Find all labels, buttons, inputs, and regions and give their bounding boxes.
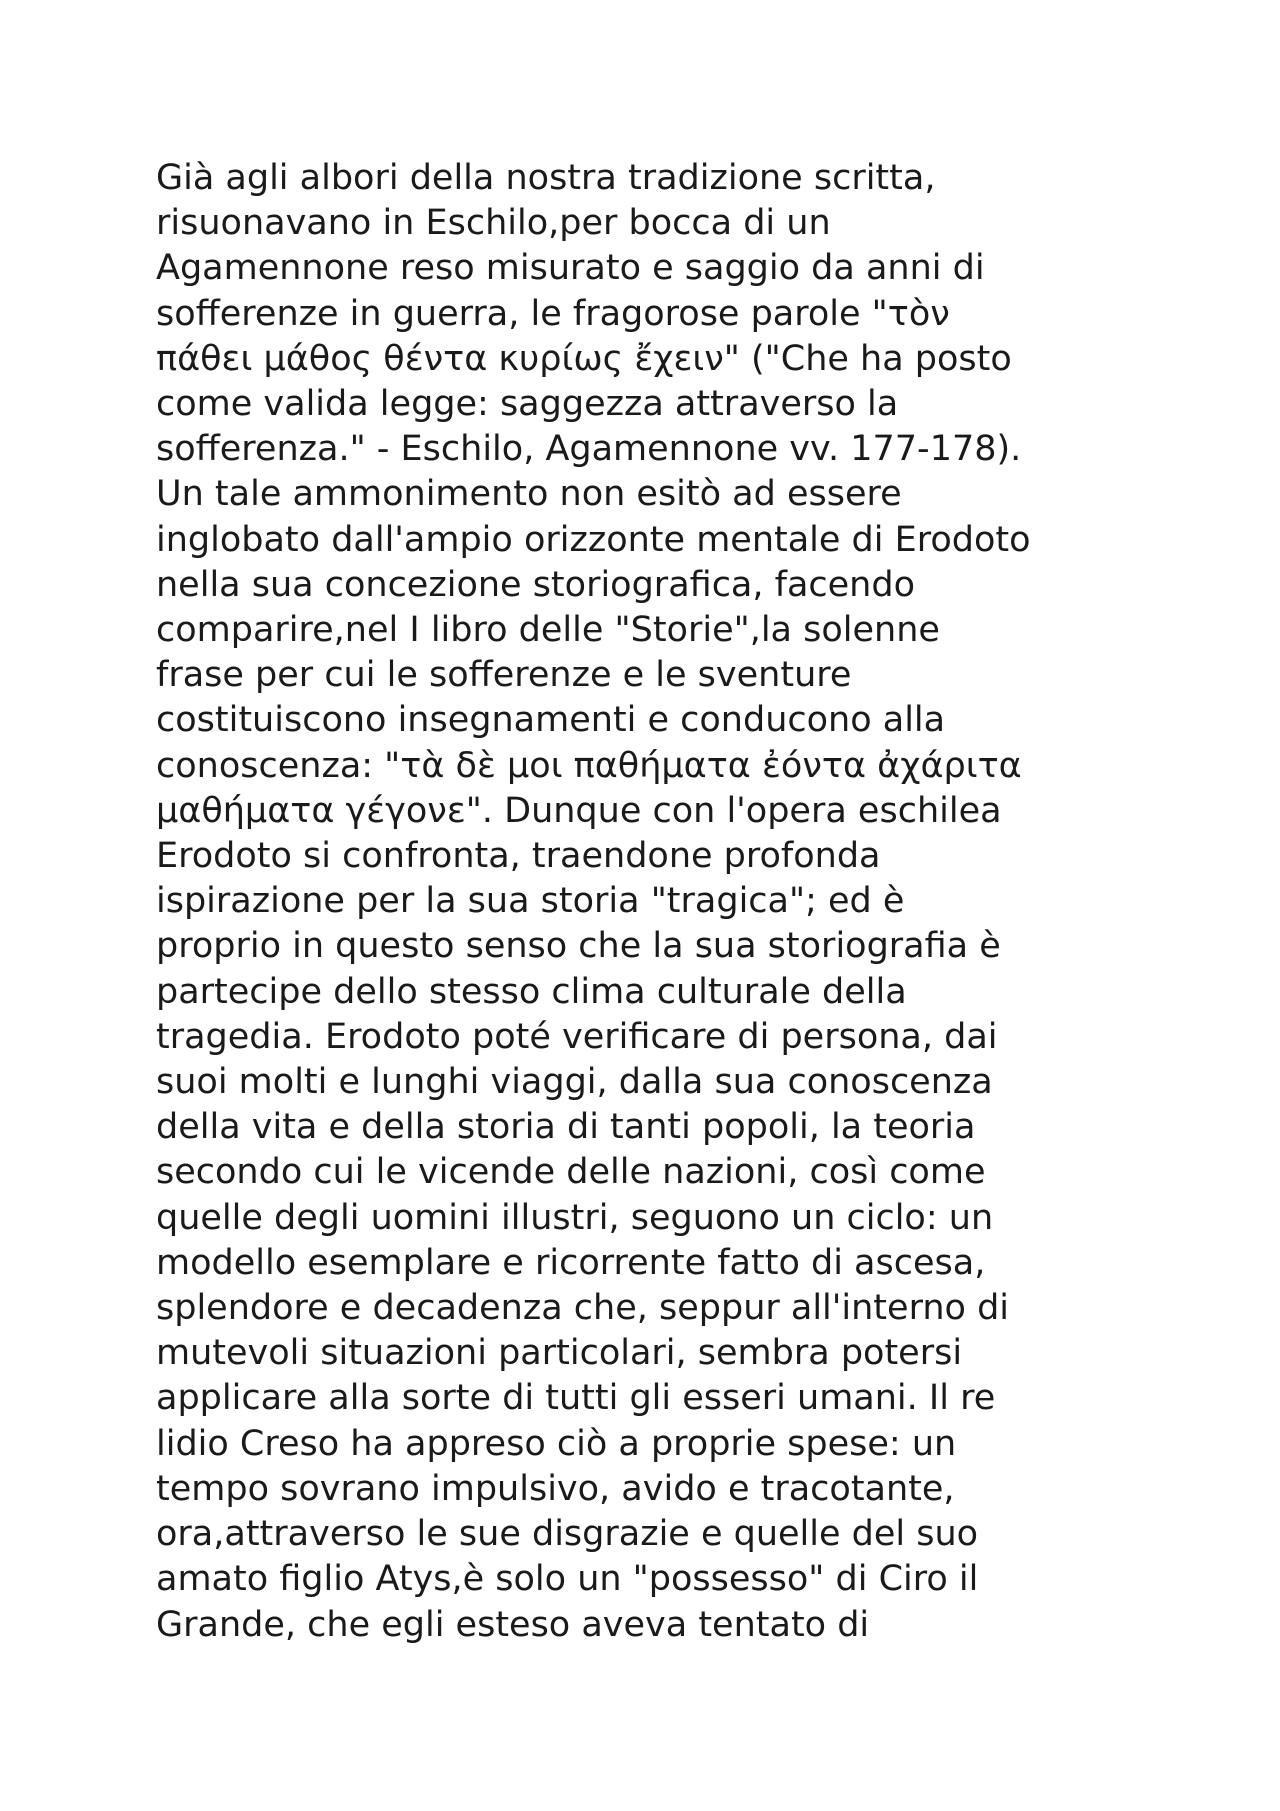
text-line: Erodoto si confronta, traendone profonda: [156, 836, 881, 877]
text-line: ora,attraverso le sue disgrazie e quelle del suo: [156, 1514, 979, 1555]
text-line: suoi molti e lunghi viaggi, dalla sua conoscenza: [156, 1062, 993, 1103]
text-line: della vita e della storia di tanti popoli, la teoria: [156, 1107, 976, 1148]
body-paragraph: [156, 156, 1156, 1648]
text-line: quelle degli uomini illustri, seguono un ciclo: un: [156, 1197, 994, 1238]
text-line: sofferenze in guerra, le fragorose parole "τὸν: [156, 293, 950, 334]
text-line: lidio Creso ha appreso ciò a proprie spese: un: [156, 1423, 957, 1464]
text-line: splendore e decadenza che, seppur all'interno di: [156, 1288, 1010, 1329]
text-line: tragedia. Erodoto poté verificare di persona, dai: [156, 1016, 998, 1057]
text-line: Grande, che egli esteso aveva tentato di: [156, 1604, 870, 1645]
text-line: ispirazione per la sua storia "tragica"; ed è: [156, 881, 905, 922]
text-line: secondo cui le vicende delle nazioni, così come: [156, 1152, 986, 1193]
text-line: modello esemplare e ricorrente fatto di ascesa,: [156, 1242, 986, 1283]
text-line: frase per cui le sofferenze e le sventure: [156, 655, 852, 696]
text-line: mutevoli situazioni particolari, sembra potersi: [156, 1333, 963, 1374]
text-line: applicare alla sorte di tutti gli esseri umani. Il re: [156, 1378, 996, 1419]
text-line: risuonavano in Eschilo,per bocca di un: [156, 203, 831, 244]
text-line: conoscenza: "τὰ δὲ μοι παθήματα ἐόντα ἀχάριτα: [156, 745, 1022, 786]
text-line: comparire,nel I libro delle "Storie",la solenne: [156, 610, 940, 651]
text-line: nella sua concezione storiografica, facendo: [156, 564, 915, 605]
text-line: costituiscono insegnamenti e conducono alla: [156, 700, 946, 741]
text-line: πάθει μάθος θέντα κυρίως ἔχειν" ("Che ha posto: [156, 338, 1012, 379]
text-line: Già agli albori della nostra tradizione scritta,: [156, 158, 936, 198]
text-line: Un tale ammonimento non esitò ad essere: [156, 474, 902, 515]
text-line: μαθήματα γέγονε". Dunque con l'opera eschilea: [156, 790, 1002, 831]
text-line: come valida legge: saggezza attraverso la: [156, 384, 899, 425]
text-line: inglobato dall'ampio orizzonte mentale di Erodoto: [156, 519, 1031, 560]
text-line: amato figlio Atys,è solo un "possesso" di Ciro il: [156, 1559, 979, 1600]
text-line: partecipe dello stesso clima culturale della: [156, 971, 907, 1012]
text-line: sofferenza." - Eschilo, Agamennone vv. 177-178).: [156, 429, 1022, 470]
text-line: Agamennone reso misurato e saggio da anni di: [156, 248, 985, 289]
text-line: tempo sovrano impulsivo, avido e tracotante,: [156, 1468, 955, 1509]
text-line: proprio in questo senso che la sua storiografia è: [156, 926, 1001, 967]
